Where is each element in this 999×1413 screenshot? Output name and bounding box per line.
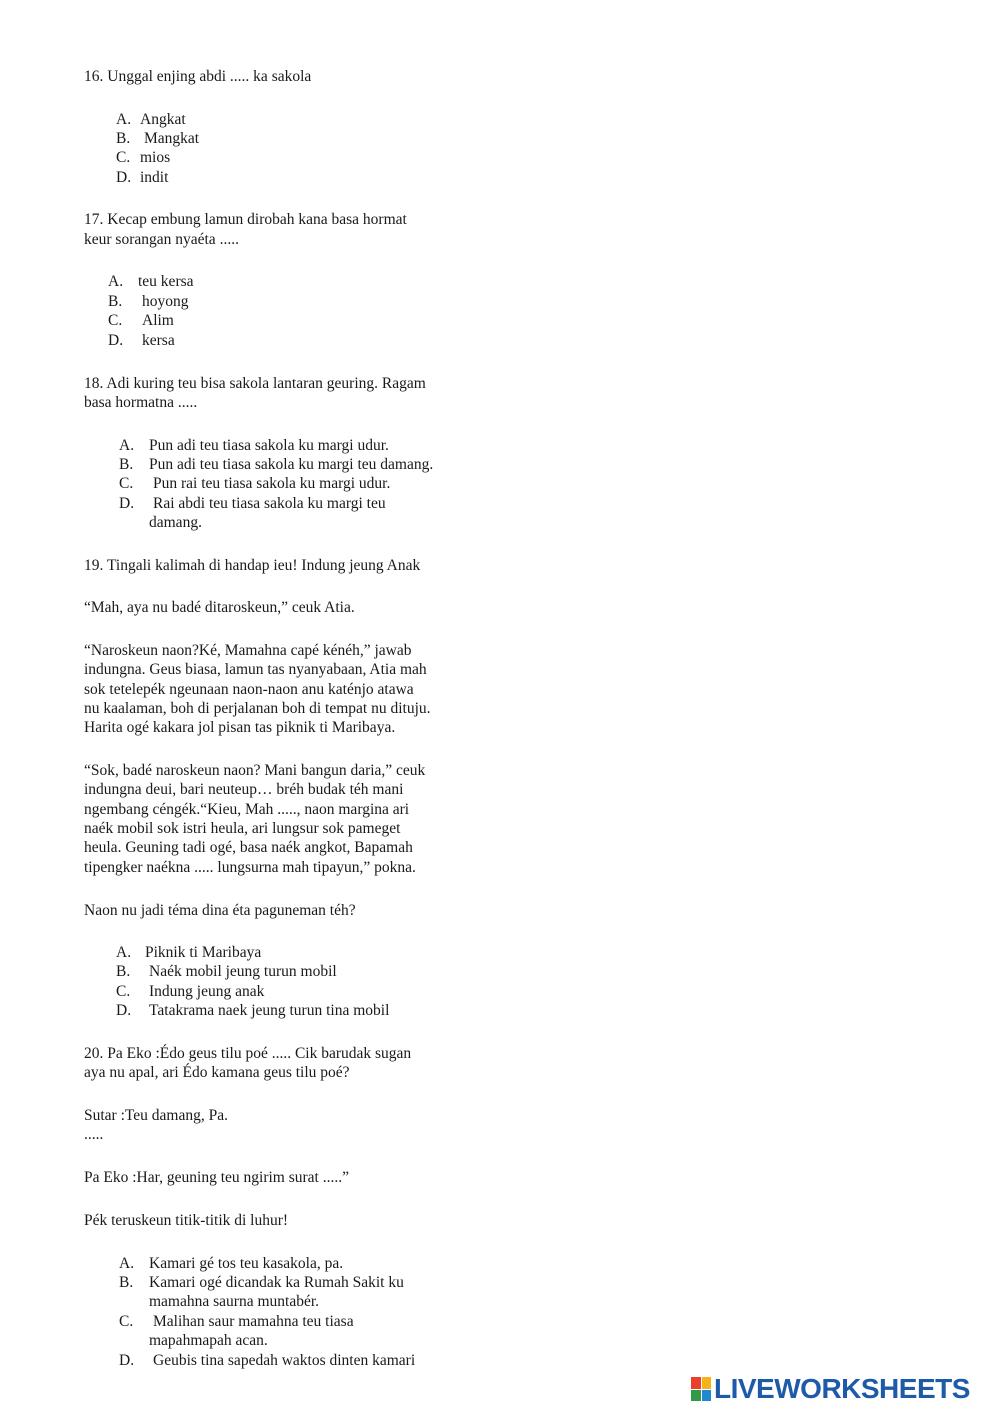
- q19-paragraph-3-line: naék mobil sok istri heula, ari lungsur sok pameget: [84, 820, 401, 837]
- q16-option-a[interactable]: A. Angkat: [116, 111, 186, 128]
- q19-paragraph-2-line: sok tetelepék ngeunaan naon-naon anu katénjo atawa: [84, 681, 414, 698]
- q20-sutar-line: Sutar :Teu damang, Pa.: [84, 1107, 228, 1124]
- q19-paragraph-2-line: Harita ogé kakara jol pisan tas piknik ti Maribaya.: [84, 719, 396, 736]
- logo-square-icon: [702, 1377, 712, 1389]
- q18-option-c[interactable]: C. Pun rai teu tiasa sakola ku margi udur.: [119, 475, 391, 492]
- q17-option-a[interactable]: A. teu kersa: [108, 273, 194, 290]
- q16-option-d[interactable]: D. indit: [116, 169, 169, 186]
- q19-option-d[interactable]: D. Tatakrama naek jeung turun tina mobil: [116, 1002, 390, 1019]
- q19-paragraph-2-line: nu kaalaman, boh di perjalanan boh di tempat nu dituju.: [84, 700, 431, 717]
- q19-paragraph-3-line: tipengker naékna ..... lungsurna mah tipayun,” pokna.: [84, 859, 416, 876]
- liveworksheets-logo-text: LIVEWORKSHEETS: [714, 1373, 970, 1404]
- q19-paragraph-3-line: indungna deui, bari neuteup… bréh budak téh mani: [84, 781, 404, 798]
- q19-paragraph-3-line: ngembang céngék.“Kieu, Mah ....., naon margina ari: [84, 801, 410, 818]
- q17-prompt-line-1: 17. Kecap embung lamun dirobah kana basa hormat: [84, 211, 407, 228]
- q18-prompt-line-2: basa hormatna .....: [84, 394, 198, 411]
- q19-question: Naon nu jadi téma dina éta paguneman téh?: [84, 902, 356, 919]
- q16-option-b[interactable]: B. Mangkat: [116, 130, 200, 147]
- q18-option-a[interactable]: A. Pun adi teu tiasa sakola ku margi udur.: [119, 437, 389, 454]
- q20-paeko-line: Pa Eko :Har, geuning teu ngirim surat .....”: [84, 1169, 349, 1186]
- q19-paragraph-1: “Mah, aya nu badé ditaroskeun,” ceuk Atia.: [84, 599, 355, 616]
- q20-prompt-line-1: 20. Pa Eko :Édo geus tilu poé ..... Cik barudak sugan: [84, 1045, 412, 1062]
- logo-square-icon: [691, 1377, 701, 1389]
- q16-option-c[interactable]: C. mios: [116, 149, 171, 166]
- q20-option-b-continued: mamahna saurna muntabér.: [149, 1293, 320, 1310]
- q19-prompt: 19. Tingali kalimah di handap ieu! Indung jeung Anak: [84, 557, 421, 574]
- q20-option-c[interactable]: C. Malihan saur mamahna teu tiasa: [119, 1313, 354, 1330]
- q19-paragraph-2-line: indungna. Geus biasa, lamun tas nyanyabaan, Atia mah: [84, 661, 427, 678]
- q19-option-a[interactable]: A. Piknik ti Maribaya: [116, 944, 262, 961]
- q20-option-c-continued: mapahmapah acan.: [149, 1332, 268, 1349]
- q20-dots: .....: [84, 1126, 104, 1143]
- q20-instruction: Pék teruskeun titik-titik di luhur!: [84, 1212, 289, 1229]
- q18-option-d-continued: damang.: [149, 514, 202, 531]
- logo-square-icon: [691, 1390, 701, 1402]
- q20-option-d[interactable]: D. Geubis tina sapedah waktos dinten kamari: [119, 1352, 416, 1369]
- q20-option-a[interactable]: A. Kamari gé tos teu kasakola, pa.: [119, 1255, 344, 1272]
- q18-prompt-line-1: 18. Adi kuring teu bisa sakola lantaran geuring. Ragam: [84, 375, 426, 392]
- q19-paragraph-2-line: “Naroskeun naon?Ké, Mamahna capé kénéh,” jawab: [84, 642, 412, 659]
- q18-option-d[interactable]: D. Rai abdi teu tiasa sakola ku margi teu: [119, 495, 386, 512]
- q19-paragraph-3-line: heula. Geuning tadi ogé, basa naék angkot, Bapamah: [84, 839, 413, 856]
- q20-prompt-line-2: aya nu apal, ari Édo kamana geus tilu poé?: [84, 1064, 350, 1081]
- q16-prompt: 16. Unggal enjing abdi ..... ka sakola: [84, 68, 312, 85]
- logo-square-icon: [702, 1390, 712, 1402]
- q19-option-b[interactable]: B. Naék mobil jeung turun mobil: [116, 963, 337, 980]
- q20-option-b[interactable]: B. Kamari ogé dicandak ka Rumah Sakit ku: [119, 1274, 404, 1291]
- q17-option-d[interactable]: D. kersa: [108, 332, 175, 349]
- q18-option-b[interactable]: B. Pun adi teu tiasa sakola ku margi teu damang.: [119, 456, 434, 473]
- q17-prompt-line-2: keur sorangan nyaéta .....: [84, 231, 239, 248]
- liveworksheets-logo-icon: [691, 1377, 711, 1401]
- q19-option-c[interactable]: C. Indung jeung anak: [116, 983, 265, 1000]
- q19-paragraph-3-line: “Sok, badé naroskeun naon? Mani bangun daria,” ceuk: [84, 762, 426, 779]
- q17-option-c[interactable]: C. Alim: [108, 312, 174, 329]
- q17-option-b[interactable]: B. hoyong: [108, 293, 189, 310]
- liveworksheets-logo[interactable]: [691, 1374, 970, 1404]
